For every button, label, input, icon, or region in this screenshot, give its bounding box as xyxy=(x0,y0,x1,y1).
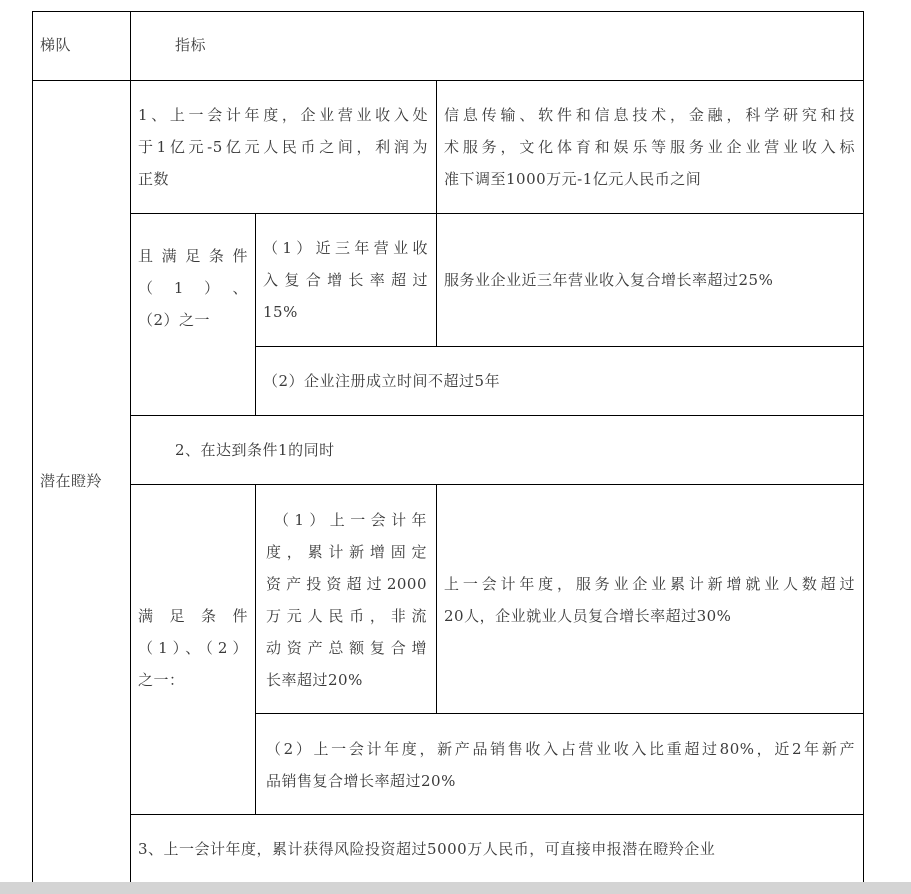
c1-sub-label-line: 且满足条件 xyxy=(138,247,248,265)
c2-item-1-service-note-line: 20人，企业就业人员复合增长率超过30% xyxy=(444,607,732,625)
c2-label-line: 之一： xyxy=(138,671,185,689)
c1-sub-label-line: （2）之一 xyxy=(138,311,211,329)
c1-sub-item-divider xyxy=(255,346,864,347)
criterion-1-service-note-line: 信息传输、软件和信息技术，金融，科学研究和技 xyxy=(444,106,855,124)
criterion-2-heading: 2、在达到条件1的同时 xyxy=(175,441,335,459)
table-border-left xyxy=(32,11,33,882)
c1-item-1-line: （1）近三年营业收 xyxy=(263,239,428,257)
c1-item-1-line: 15% xyxy=(263,303,298,321)
c1-sub-label-line: （1）、 xyxy=(138,279,248,297)
c1-item-2: （2）企业注册成立时间不超过5年 xyxy=(263,372,501,390)
tier-name: 潜在瞪羚 xyxy=(40,472,103,490)
c2-item-divider xyxy=(255,713,864,714)
criterion-1-line: 正数 xyxy=(138,170,170,188)
criterion-3: 3、上一会计年度，累计获得风险投资超过5000万人民币，可直接申报潜在瞪羚企业 xyxy=(138,840,716,858)
c2-item-1-service-note-line: 上一会计年度，服务业企业累计新增就业人数超过 xyxy=(444,575,855,593)
c1-sub-bottom xyxy=(130,415,864,416)
c1-bottom xyxy=(130,213,864,214)
header-tier: 梯队 xyxy=(40,36,72,54)
criterion-1-line: 于1亿元-5亿元人民币之间，利润为 xyxy=(138,138,428,156)
c2-label-line: （1）、（2） xyxy=(138,639,248,657)
column-divider-tier xyxy=(130,11,131,882)
criterion-1-line: 1、上一会计年度，企业营业收入处 xyxy=(138,106,428,124)
table-border-right xyxy=(863,11,864,882)
c2-note-divider xyxy=(436,484,437,713)
c2-item-1-line: 长率超过20% xyxy=(266,671,363,689)
c2-label-line: 满 足 条 件 xyxy=(138,607,248,625)
criterion-1-service-note-line: 术服务，文化体育和娱乐等服务业企业营业收入标 xyxy=(444,138,855,156)
criterion-1-service-note-line: 准下调至1000万元-1亿元人民币之间 xyxy=(444,170,702,188)
header-indicator: 指标 xyxy=(175,36,207,54)
c2-item-1-line: 万元人民币，非流 xyxy=(266,607,427,625)
c1-sub-divider xyxy=(255,213,256,415)
c2-heading-bottom xyxy=(130,484,864,485)
c2-item-1-line: 动资产总额复合增 xyxy=(266,639,427,657)
c2-item-1-line: （1）上一会计年 xyxy=(274,511,427,529)
table-border-top xyxy=(32,11,864,12)
c1-item-1-service-note: 服务业企业近三年营业收入复合增长率超过25% xyxy=(444,271,774,289)
c2-sub-divider xyxy=(255,484,256,814)
c2-bottom xyxy=(130,814,864,815)
c2-item-1-line: 资产投资超过2000 xyxy=(266,575,427,593)
bottom-gray-band xyxy=(0,882,911,894)
c2-item-2-line: 品销售复合增长率超过20% xyxy=(266,772,456,790)
c2-item-1-line: 度，累计新增固定 xyxy=(266,543,427,561)
c1-item-1-line: 入复合增长率超过 xyxy=(263,271,428,289)
c2-item-2-line: （2）上一会计年度，新产品销售收入占营业收入比重超过80%，近2年新产 xyxy=(266,740,855,758)
header-divider xyxy=(32,80,864,81)
